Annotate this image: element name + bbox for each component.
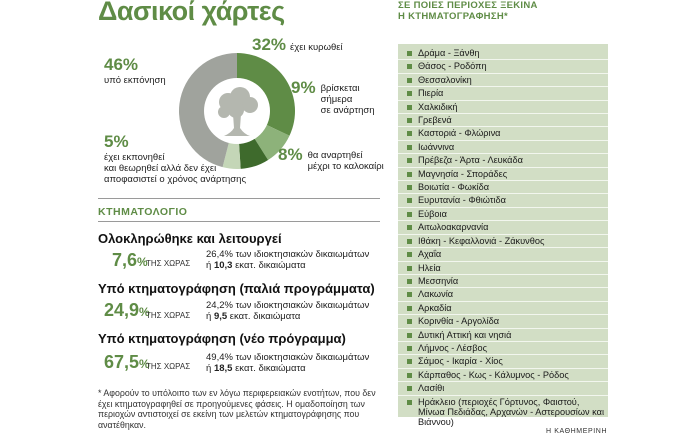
bullet-icon bbox=[407, 91, 412, 96]
region-name: Αιτωλοακαρνανία bbox=[418, 222, 489, 233]
bullet-icon bbox=[407, 185, 412, 190]
slice-desc: θα αναρτηθεί bbox=[307, 150, 363, 161]
region-list-item bbox=[398, 288, 608, 301]
slice-desc: σε ανάρτηση bbox=[320, 105, 375, 116]
region-name: Ηλεία bbox=[418, 262, 441, 273]
region-name: Ηράκλειο (περιοχές Γόρτυνος, Φαιστού, Μίνωα Πεδιάδας, Αρχανών - Αστερουσίων και Βιάννου) bbox=[418, 396, 604, 428]
region-name: Καστοριά - Φλώρινα bbox=[418, 128, 501, 139]
region-name: Γρεβενά bbox=[418, 115, 452, 126]
block-pct: 7,6% bbox=[112, 250, 148, 270]
region-name: Δυτική Αττική και νησιά bbox=[418, 329, 512, 340]
slice-pct: 9% bbox=[291, 78, 316, 97]
bullet-icon bbox=[407, 172, 412, 177]
block-desc: 26,4% των ιδιοκτησιακών δικαιωμάτων ή 10,3 εκατ. δικαιώματα bbox=[206, 249, 370, 271]
bullet-icon bbox=[407, 279, 412, 284]
region-list-item bbox=[398, 235, 608, 248]
region-name: Βοιωτία - Φωκίδα bbox=[418, 182, 490, 193]
region-name: Χαλκιδική bbox=[418, 101, 458, 112]
region-list-item bbox=[398, 114, 608, 127]
bullet-icon bbox=[407, 225, 412, 230]
region-list-item bbox=[398, 168, 608, 181]
bullet-icon bbox=[407, 400, 412, 405]
region-name: Θάσος - Ροδόπη bbox=[418, 61, 487, 72]
region-list-item bbox=[398, 181, 608, 194]
block-pct: 24,9% bbox=[104, 300, 150, 320]
region-name: Κορινθία - Αργολίδα bbox=[418, 316, 500, 327]
region-name: Αχαΐα bbox=[418, 249, 442, 260]
bullet-icon bbox=[407, 252, 412, 257]
pie-label-summer bbox=[278, 145, 384, 172]
pie-label-under-preparation bbox=[104, 55, 166, 86]
region-list-item bbox=[398, 74, 608, 87]
bullet-icon bbox=[407, 386, 412, 391]
region-name: Ιωάννινα bbox=[418, 141, 455, 152]
slice-desc: μέχρι το καλοκαίρι bbox=[307, 161, 384, 172]
regions-heading: ΣΕ ΠΟΙΕΣ ΠΕΡΙΟΧΕΣ ΞΕΚΙΝΑ Η ΚΤΗΜΑΤΟΓΡΑΦΗΣΗ* bbox=[398, 0, 538, 22]
block-desc: 24,2% των ιδιοκτησιακών δικαιωμάτων ή 9,5 εκατ. δικαιώματα bbox=[206, 300, 370, 322]
region-name: Λασίθι bbox=[418, 383, 445, 394]
block-heading: Υπό κτηματογράφηση (νέο πρόγραμμα) bbox=[98, 331, 346, 346]
bullet-icon bbox=[407, 198, 412, 203]
slice-pct: 8% bbox=[278, 145, 303, 164]
block-sub: ΤΗΣ ΧΩΡΑΣ bbox=[146, 259, 191, 268]
region-list-item bbox=[398, 60, 608, 73]
region-list-item bbox=[398, 275, 608, 288]
section-divider bbox=[98, 221, 380, 222]
region-name: Μεσσηνία bbox=[418, 275, 459, 286]
region-name: Ιθάκη - Κεφαλλονιά - Ζάκυνθος bbox=[418, 235, 545, 246]
pie-label-ratified bbox=[252, 35, 343, 55]
region-list-item bbox=[398, 355, 608, 368]
slice-desc: έχει εκπονηθεί bbox=[104, 152, 165, 163]
bullet-icon bbox=[407, 78, 412, 83]
region-list-item bbox=[398, 221, 608, 234]
region-list-item bbox=[398, 248, 608, 261]
region-list-item bbox=[398, 194, 608, 207]
bullet-icon bbox=[407, 333, 412, 338]
bullet-icon bbox=[407, 319, 412, 324]
region-list-item bbox=[398, 101, 608, 114]
region-name: Δράμα - Ξάνθη bbox=[418, 48, 480, 58]
region-list-item bbox=[398, 342, 608, 355]
regions-list bbox=[398, 44, 608, 428]
ktimatologio-title: ΚΤΗΜΑΤΟΛΟΓΙΟ bbox=[98, 206, 188, 218]
region-list-item bbox=[398, 208, 608, 221]
bullet-icon bbox=[407, 239, 412, 244]
region-name: Σάμος - Ικαρία - Χίος bbox=[418, 356, 503, 367]
region-name: Αρκαδία bbox=[418, 302, 452, 313]
page-title: Δασικοί χάρτες bbox=[98, 0, 285, 26]
slice-desc: και θεωρηθεί αλλά δεν έχει bbox=[104, 163, 217, 174]
region-name: Εύβοια bbox=[418, 208, 447, 219]
bullet-icon bbox=[407, 359, 412, 364]
region-list-item bbox=[398, 329, 608, 342]
slice-pct: 5% bbox=[104, 132, 129, 151]
bullet-icon bbox=[407, 212, 412, 217]
region-name: Πιερία bbox=[418, 88, 444, 99]
region-name: Λήμνος - Λέσβος bbox=[418, 342, 488, 353]
footnote: * Αφορούν το υπόλοιπο των εν λόγω περιφερειακών ενοτήτων, που δεν έχει κτηματογραφηθεί σε προηγούμενες φάσεις. Η ομαδοποίηση των περιοχών αντιστοιχεί σε εκείνη των μελετών κτηματογράφησης που ανατέθηκαν. bbox=[98, 388, 376, 430]
bullet-icon bbox=[407, 118, 412, 123]
slice-desc: σήμερα bbox=[320, 94, 353, 105]
bullet-icon bbox=[407, 373, 412, 378]
bullet-icon bbox=[407, 131, 412, 136]
section-divider bbox=[98, 198, 380, 199]
bullet-icon bbox=[407, 145, 412, 150]
bullet-icon bbox=[407, 292, 412, 297]
region-list-item bbox=[398, 87, 608, 100]
region-list-item bbox=[398, 302, 608, 315]
block-pct: 67,5% bbox=[104, 352, 150, 372]
slice-pct: 46% bbox=[104, 55, 139, 74]
bullet-icon bbox=[407, 51, 412, 56]
bullet-icon bbox=[407, 64, 412, 69]
region-name: Κάρπαθος - Κως - Κάλυμνος - Ρόδος bbox=[418, 369, 569, 380]
block-heading: Υπό κτηματογράφηση (παλιά προγράμματα) bbox=[98, 281, 375, 296]
block-sub: ΤΗΣ ΧΩΡΑΣ bbox=[146, 362, 191, 371]
block-heading: Ολοκληρώθηκε και λειτουργεί bbox=[98, 231, 282, 246]
slice-desc: έχει κυρωθεί bbox=[290, 42, 343, 53]
region-list-item bbox=[398, 396, 608, 429]
slice-desc: αποφασιστεί ο χρόνος ανάρτησης bbox=[104, 174, 247, 185]
region-name: Θεσσαλονίκη bbox=[418, 74, 472, 85]
region-list-item bbox=[398, 127, 608, 140]
region-list-item bbox=[398, 262, 608, 275]
region-list-item bbox=[398, 141, 608, 154]
region-list-item bbox=[398, 47, 608, 60]
pie-label-in-posting bbox=[291, 78, 375, 116]
bullet-icon bbox=[407, 105, 412, 110]
region-list-item bbox=[398, 369, 608, 382]
slice-desc: βρίσκεται bbox=[320, 83, 360, 94]
block-desc: 49,4% των ιδιοκτησιακών δικαιωμάτων ή 18,5 εκατ. δικαιώματα bbox=[206, 352, 370, 374]
block-sub: ΤΗΣ ΧΩΡΑΣ bbox=[146, 311, 191, 320]
slice-pct: 32% bbox=[252, 35, 287, 54]
pie-label-pending bbox=[104, 132, 246, 185]
credit: Η ΚΑΘΗΜΕΡΙΝΗ bbox=[546, 428, 608, 435]
bullet-icon bbox=[407, 158, 412, 163]
region-name: Μαγνησία - Σποράδες bbox=[418, 168, 508, 179]
region-list-item bbox=[398, 315, 608, 328]
region-name: Λακωνία bbox=[418, 289, 454, 300]
bullet-icon bbox=[407, 306, 412, 311]
region-name: Ευρυτανία - Φθιώτιδα bbox=[418, 195, 506, 206]
region-list-item bbox=[398, 154, 608, 167]
bullet-icon bbox=[407, 346, 412, 351]
region-list-item bbox=[398, 382, 608, 395]
bullet-icon bbox=[407, 266, 412, 271]
region-name: Πρέβεζα - Άρτα - Λευκάδα bbox=[418, 155, 523, 166]
slice-desc: υπό εκπόνηση bbox=[104, 75, 166, 86]
